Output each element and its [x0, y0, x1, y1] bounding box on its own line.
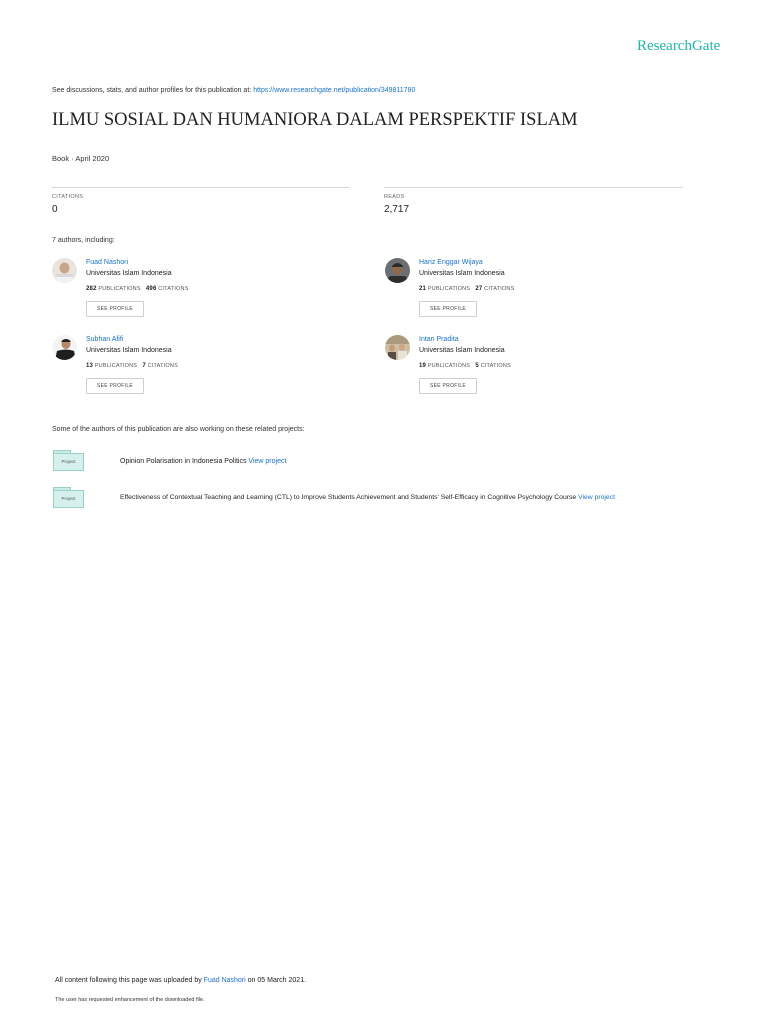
- divider-reads: [384, 187, 683, 188]
- publications-label: PUBLICATIONS: [94, 363, 138, 369]
- publications-label: PUBLICATIONS: [98, 286, 141, 292]
- publication-title: ILMU SOSIAL DAN HUMANIORA DALAM PERSPEKTIF ISLAM: [52, 110, 578, 130]
- citations-label: CITATIONS: [52, 194, 84, 200]
- reads-value: 2,717: [384, 204, 410, 215]
- author-institution: Universitas Islam Indonesia: [419, 347, 505, 354]
- author-institution: Universitas Islam Indonesia: [86, 270, 172, 277]
- upload-info: [55, 977, 306, 984]
- project-title: Effectiveness of Contextual Teaching and Learning (CTL) to Improve Students Achievement and Students' Self-Efficacy in Cognitive Psychology Course: [120, 494, 577, 501]
- publications-count: 21: [419, 286, 427, 292]
- see-discussions-text: See discussions, stats, and author profiles for this publication at:: [52, 87, 252, 94]
- related-projects-heading: Some of the authors of this publication are also working on these related projects:: [52, 426, 305, 433]
- project-folder-icon[interactable]: [53, 450, 84, 471]
- see-profile-button[interactable]: SEE PROFILE: [419, 301, 477, 317]
- citations-label: CITATIONS: [147, 363, 178, 369]
- author-stats: [419, 286, 514, 292]
- see-profile-button[interactable]: SEE PROFILE: [86, 378, 144, 394]
- citations-label: CITATIONS: [480, 363, 511, 369]
- author-institution: Universitas Islam Indonesia: [86, 347, 172, 354]
- citations-label: CITATIONS: [158, 286, 189, 292]
- upload-suffix: on 05 March 2021.: [247, 977, 307, 984]
- upload-prefix: All content following this page was uploaded by: [55, 977, 202, 984]
- see-profile-button[interactable]: SEE PROFILE: [419, 378, 477, 394]
- citations-count: 496: [145, 286, 157, 292]
- enhancement-note: The user has requested enhancement of the downloaded file.: [55, 997, 205, 1003]
- author-name-link[interactable]: Intan Pradita: [419, 336, 459, 343]
- citations-count: 27: [475, 286, 483, 292]
- project-title: Opinion Polarisation in Indonesia Politics: [120, 458, 247, 465]
- citations-label: CITATIONS: [484, 286, 515, 292]
- author-name-link[interactable]: Subhan Afifi: [86, 336, 124, 343]
- see-profile-button[interactable]: SEE PROFILE: [86, 301, 144, 317]
- project-item: [120, 458, 286, 465]
- project-item: [120, 494, 615, 501]
- author-card: [385, 335, 705, 405]
- citations-value: 0: [52, 204, 58, 215]
- publication-url-link[interactable]: https://www.researchgate.net/publication/349811780: [253, 87, 416, 94]
- avatar[interactable]: [385, 258, 410, 283]
- project-folder-icon[interactable]: [53, 487, 84, 508]
- avatar[interactable]: [52, 335, 77, 360]
- reads-label: READS: [384, 194, 405, 200]
- divider-citations: [52, 187, 350, 188]
- author-card: [52, 258, 372, 328]
- citations-count: 5: [475, 363, 479, 369]
- view-project-link[interactable]: View project: [248, 458, 287, 465]
- author-card: [385, 258, 705, 328]
- author-name-link[interactable]: Fuad Nashori: [86, 259, 129, 266]
- project-icon-label: Project: [53, 453, 84, 471]
- author-institution: Universitas Islam Indonesia: [419, 270, 505, 277]
- publications-label: PUBLICATIONS: [427, 286, 471, 292]
- project-icon-label: Project: [53, 490, 84, 508]
- author-name-link[interactable]: Hariz Enggar Wijaya: [419, 259, 483, 266]
- avatar[interactable]: [385, 335, 410, 360]
- author-stats: [86, 286, 189, 292]
- author-card: [52, 335, 372, 405]
- publications-count: 13: [86, 363, 94, 369]
- publications-count: 282: [86, 286, 97, 292]
- publications-label: PUBLICATIONS: [427, 363, 471, 369]
- citations-count: 7: [142, 363, 146, 369]
- avatar[interactable]: [52, 258, 77, 283]
- author-stats: [86, 363, 178, 369]
- uploader-link[interactable]: Fuad Nashori: [203, 977, 246, 984]
- authors-heading: 7 authors, including:: [52, 237, 115, 244]
- book-date-line: Book · April 2020: [52, 154, 110, 163]
- researchgate-logo[interactable]: ResearchGate: [637, 38, 721, 54]
- see-discussions-line: [52, 87, 415, 94]
- view-project-link[interactable]: View project: [578, 494, 615, 501]
- author-stats: [419, 363, 511, 369]
- publications-count: 19: [419, 363, 427, 369]
